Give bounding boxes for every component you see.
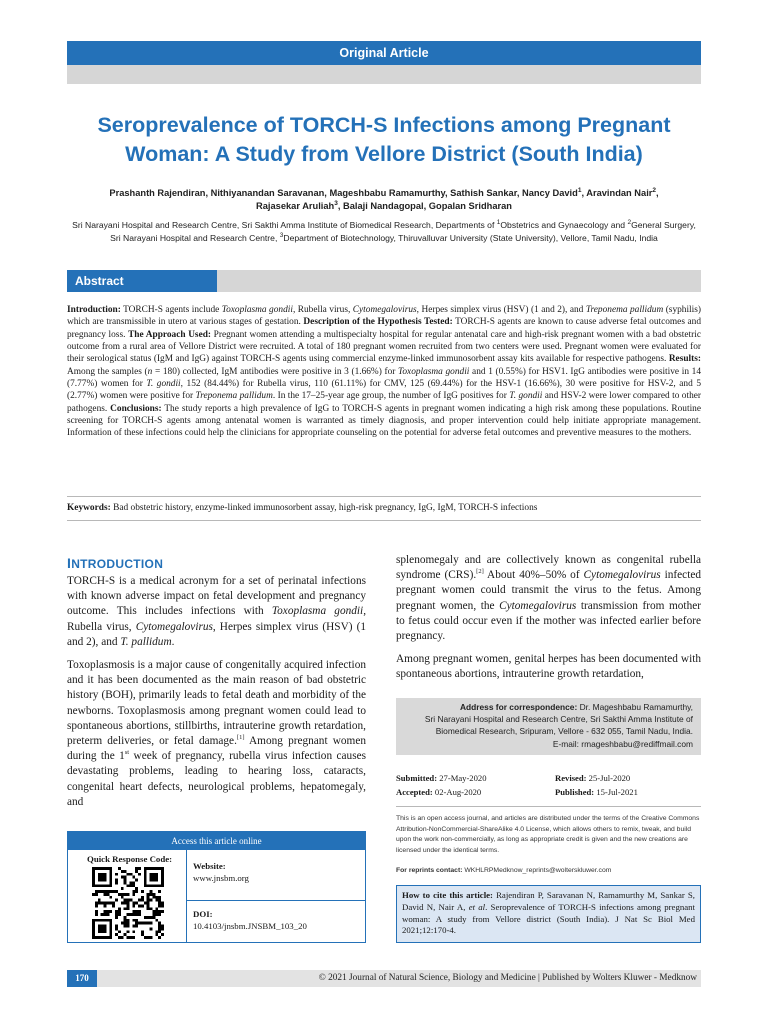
access-box-horizontal-divider (186, 900, 366, 901)
doi-link[interactable]: 10.4103/jnsbm.JNSBM_103_20 (193, 921, 307, 931)
keywords-text: Bad obstetric history, enzyme-linked immunosorbent assay, high-risk pregnancy, IgG, IgM, TORCH-S infections (113, 503, 538, 513)
license-text: This is an open access journal, and articles are distributed under the terms of the Creative Commons Attribution-NonCommercial-ShareAlike 4.0 License, which allows others to remix, tweak, and build upon the work non-commercially, as long as appropriate credit is given and the new creations are licensed under the identical terms. (396, 815, 700, 854)
how-to-cite-box: How to cite this article: Rajendiran P, Saravanan N, Ramamurthy M, Sankar S, David N, Nair A, et al. Seroprevalence of TORCH-S infections among pregnant woman: A study from Vellore district (South India). J Nat Sc Biol Med 2021;12:170-4. (396, 885, 701, 943)
abstract-body: Introduction: TORCH-S agents include Toxoplasma gondii, Rubella virus, Cytomegalovirus, Herpes simplex virus (HSV) (1 and 2), and Treponema pallidum (syphilis) which are transmissible in utero at various stages of gestation. Description of the Hypothesis Tested: TORCH-S agents are known to cause adverse fetal outcomes and pregnancy loss. The Approach Used: Pregnant women attending a multispecialty hospital for regular antenatal care and high-risk pregnant women with a bad obstetric outcome from a rural area of Vellore District were recruited. A total of 180 pregnant women recruited from two centers were used. Pregnant women were evaluated for their serological status (IgM and IgG) against TORCH-S agents using commercial enzyme-linked immunosorbent assay kits available for respective pathogens. Results: Among the samples (n = 180) collected, IgM antibodies were positive in 3 (1.66%) for Toxoplasma gondii and 1 (0.55%) for HSV1. IgG antibodies were positive in 14 (7.77%) women for T. gondii, 152 (84.44%) for Rubella virus, 110 (61.11%) for CMV, 125 (69.44%) for the HSV-1 (16.66%), 30 were positive for HSV-2, and 5 (2.77%) women were positive for Treponema pallidum. In the 17–25-year age group, the number of IgG positives for T. gondii and HSV-2 were lower compared to other pathogens. Conclusions: The study reports a high prevalence of IgG to TORCH-S agents in pregnant women indicating a high risk among these populations. Routine screening for TORCH-S agents among antenatal women is warranted as timely diagnosis, and proper intervention could help initiate appropriate management. Information of these infections could help the clinicians for appropriate counseling on the potential for adverse fetal outcomes and preventive measures to the mothers. (67, 305, 702, 439)
introduction-left-column: TORCH-S is a medical acronym for a set of perinatal infections with known adverse impact on fetal development and pregnancy outcome. This includes infections with Toxoplasma gondii, Rubella virus, Cytomegalovirus, Herpes simplex virus (HSV) (1 and 2), and T. pallidum. Toxoplasmosis is a major cause of congenitally acquired infection and it has been documented as the main reason of bad obstetric history (BOH), primarily leads to fetal death and morbidity of the newborns. Toxoplasmosis among pregnant women could lead to spontaneous abortions, stillbirths, intrauterine growth retardation, preterm deliveries, or fetal damage.[1] Among pregnant women during the 1st week of pregnancy, rubella virus infection causes devastating problems, leading to hearing loss, cataracts, congenital heart defects, neurological problems, hepatomegaly, and (67, 575, 367, 808)
introduction-right-column: splenomegaly and are collectively known as congenital rubella syndrome (CRS).[2] About 40%–50% of Cytomegalovirus infected pregnant women could transmit the virus to the fetus. Among pregnant women, the Cytomegalovirus transmission from mother to fetus could occur even if the mother was infected earlier before pregnancy. Among pregnant women, genital herpes has been documented with spontaneous abortions, intrauterine growth retardation, (396, 554, 701, 681)
access-box-vertical-divider (186, 850, 187, 942)
website-link[interactable]: www.jnsbm.org (193, 873, 249, 883)
abstract-divider (67, 496, 701, 497)
dates-divider (396, 806, 701, 807)
keywords-line (67, 502, 701, 515)
banner-underline (67, 65, 701, 84)
abstract-heading: Abstract (67, 270, 217, 292)
correspondence-box: Address for correspondence: Dr. Mageshbabu Ramamurthy, Sri Narayani Hospital and Research Centre, Sri Sakthi Amma Institute of Biomedical Research, Sripuram, Vellore - 632 055, Tamil Nadu, India. E-mail: rmageshbabu@rediffmail.com (396, 698, 701, 755)
reprints-contact: For reprints contact: WKHLRPMedknow_reprints@wolterskluwer.com (396, 867, 612, 874)
access-article-box (67, 831, 366, 943)
affiliations: Sri Narayani Hospital and Research Centre, Sri Sakthi Amma Institute of Biomedical Research, Departments of $^1$Obstetrics and Gynaecology and $^2$General Surgery, Sri Narayani Hospital and Research Centre, $^3$Department of Biotechnology, Thiruvalluvar University (State University), Vellore, Tamil Nadu, India (72, 219, 696, 243)
introduction-heading: INTRODUCTION (67, 555, 164, 571)
qr-code-label: Quick Response Code: (87, 854, 173, 864)
doi-label: DOI: (193, 909, 213, 919)
qr-code-image[interactable] (92, 867, 164, 939)
author-list: Prashanth Rajendiran, Nithiyanandan Saravanan, Mageshbabu Ramamurthy, Sathish Sankar, Nancy David$^1$, Aravindan Nair$^2$, Rajasekar Aruliah$^3$, Balaji Nandagopal, Gopalan Sridharan (109, 186, 659, 211)
published-date: Published: 15-Jul-2021 (555, 787, 638, 797)
access-box-header: Access this article online (68, 832, 365, 850)
keywords-label: Keywords: (67, 503, 111, 513)
page-number: 170 (67, 970, 97, 987)
revised-date: Revised: 25-Jul-2020 (555, 773, 631, 783)
abstract-heading-band (217, 270, 701, 292)
accepted-date: Accepted: 02-Aug-2020 (396, 787, 482, 797)
article-title: Seroprevalence of TORCH-S Infections among Pregnant Woman: A Study from Vellore District (South India) (97, 113, 671, 166)
keywords-divider (67, 520, 701, 521)
footer-copyright: © 2021 Journal of Natural Science, Biology and Medicine | Published by Wolters Kluwer - Medknow (97, 970, 701, 987)
article-type-banner: Original Article (67, 41, 701, 65)
website-label: Website: (193, 861, 226, 871)
submitted-date: Submitted: 27-May-2020 (396, 773, 487, 783)
